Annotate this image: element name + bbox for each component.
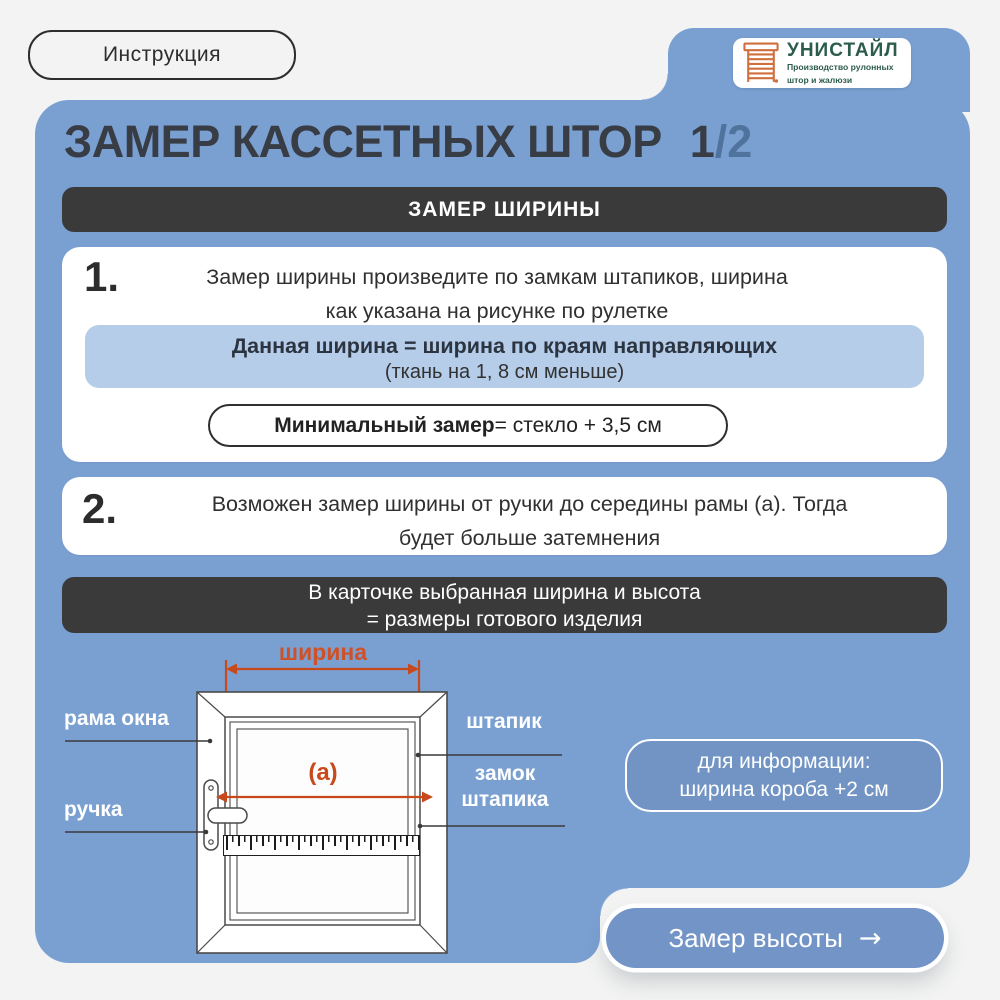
bead-lock-label-line2: штапика — [461, 788, 549, 811]
a-label: (а) — [308, 759, 338, 786]
bead-label: штапик — [466, 710, 542, 733]
brand-tagline-line1: Производство рулонных — [787, 62, 894, 72]
page-indicator-total: /2 — [714, 116, 753, 167]
minimum-measure-pill — [208, 404, 728, 447]
minimum-measure-value: = стекло + 3,5 см — [494, 413, 662, 437]
minimum-measure-label: Минимальный замер — [274, 413, 495, 437]
page-title: ЗАМЕР КАССЕТНЫХ ШТОР — [64, 116, 662, 167]
panel-tab-fillet — [642, 74, 668, 100]
page-indicator-current: 1 — [689, 116, 715, 167]
info-box-line2: ширина короба +2 см — [679, 777, 889, 801]
step1-text — [157, 260, 837, 328]
right-arrow-icon: → — [858, 922, 882, 954]
next-step-button-label: Замер высоты — [668, 922, 843, 953]
brand-text — [787, 41, 899, 85]
brand-tagline-line2: штор и жалюзи — [787, 74, 853, 85]
handle-label: ручка — [64, 798, 123, 821]
width-section-bar — [62, 187, 947, 232]
step2-text-line2: будет больше затемнения — [398, 526, 661, 550]
width-highlight-box — [85, 325, 924, 388]
frame-label: рама окна — [64, 707, 169, 730]
step1-text-line1: Замер ширины произведите по замкам штапиков, ширина — [206, 265, 788, 289]
header — [64, 116, 752, 168]
width-section-bar-label: ЗАМЕР ШИРИНЫ — [408, 198, 601, 221]
bead-lock-label — [440, 761, 570, 813]
width-highlight-title: Данная ширина = ширина по краям направляющих — [231, 334, 778, 358]
brand-logo — [733, 38, 911, 88]
instruction-badge — [28, 30, 296, 80]
info-box-line1: для информации: — [697, 749, 871, 773]
next-step-button[interactable] — [606, 908, 944, 968]
step2-text — [172, 487, 887, 555]
product-size-bar-line1: В карточке выбранная ширина и высота — [308, 581, 701, 604]
brand-name: УНИСТАЙЛ — [787, 40, 899, 61]
product-size-bar-line2: = размеры готового изделия — [366, 608, 643, 631]
info-box — [625, 739, 943, 812]
width-highlight-note: (ткань на 1, 8 см меньше) — [384, 361, 625, 383]
step2-card — [62, 477, 947, 555]
page-indicator — [690, 116, 753, 168]
step2-number: 2. — [82, 485, 118, 532]
instruction-badge-label: Инструкция — [102, 43, 222, 66]
width-label: ширина — [278, 639, 368, 665]
tape-measure-ruler — [223, 835, 420, 856]
step1-text-line2: как указана на рисунке по рулетке — [325, 299, 669, 323]
bead-lock-label-line1: замок — [474, 762, 536, 785]
step1-card — [62, 247, 947, 462]
step1-number: 1. — [84, 253, 120, 300]
step2-text-line1: Возможен замер ширины от ручки до середины рамы (а). Тогда — [211, 492, 848, 516]
blinds-icon — [743, 42, 779, 84]
product-size-bar — [62, 577, 947, 633]
